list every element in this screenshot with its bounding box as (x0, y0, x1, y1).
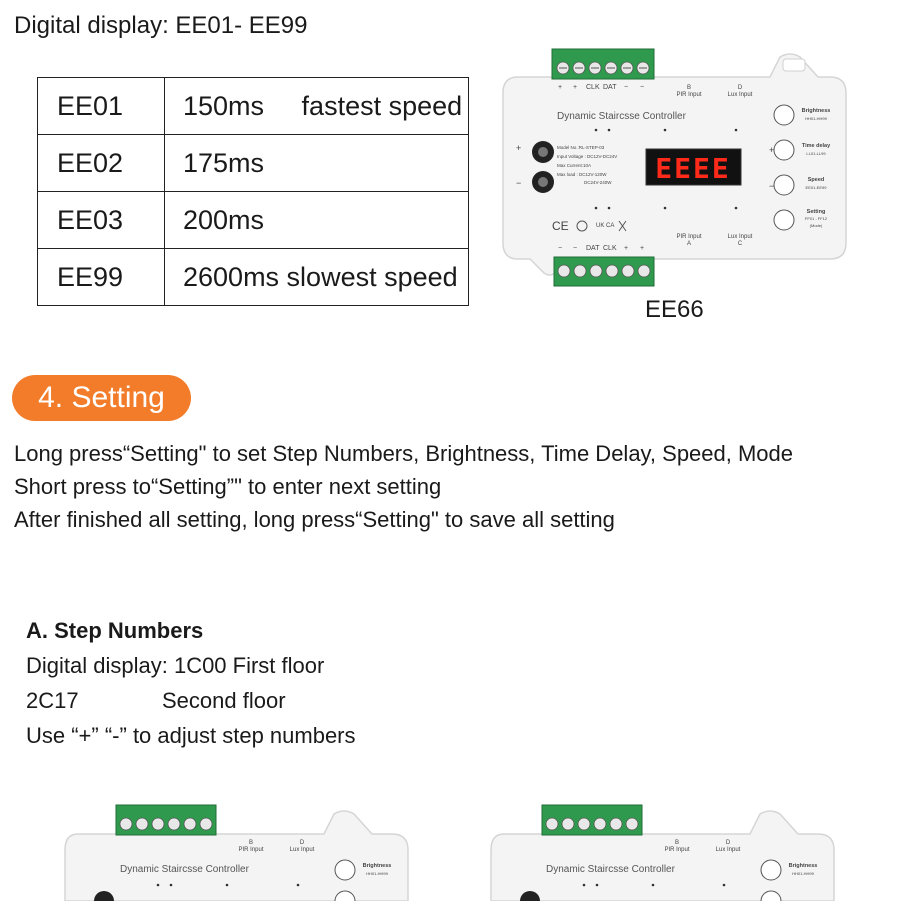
table-cell-code: EE03 (38, 192, 165, 249)
step-numbers-desc: Second floor (162, 688, 286, 713)
setting-instruction-line: After finished all setting, long press“Setting" to save all setting (14, 507, 615, 532)
time-delay-range: LL01-LL99 (806, 151, 826, 156)
spec-current: Max Current:10A (557, 163, 592, 168)
setting-label: Setting (806, 209, 826, 215)
device-title: Dynamic Staircsse Controller (120, 864, 249, 875)
lux-input-d: Lux Input (289, 847, 315, 853)
terminal-label: CLK (586, 84, 600, 91)
pir-a-letter: A (686, 241, 692, 247)
spec-voltage: Input Voltage : DC12V-DC24V (557, 154, 618, 159)
setting-range: FF01 - FF12 (804, 216, 828, 221)
terminal-label: CLK (603, 245, 617, 252)
minus-sign: − (516, 178, 522, 188)
pir-input-b: PIR Input (676, 92, 702, 98)
table-cell-desc: 2600ms slowest speed (165, 249, 469, 306)
lux-input-d: Lux Input (727, 92, 753, 98)
controller-device-image (500, 45, 860, 290)
table-cell-desc-text: 150ms fastest speed (183, 90, 463, 121)
table-cell-code: EE99 (38, 249, 165, 306)
controller-device-image-right (488, 802, 838, 901)
table-row (38, 192, 469, 249)
step-numbers-line: Digital display: 1C00 First floor (26, 653, 325, 678)
device-caption: EE66 (645, 296, 704, 323)
step-numbers-line: Use “+” “-” to adjust step numbers (26, 723, 356, 748)
table-row (38, 78, 469, 135)
lux-d-letter: D (299, 840, 305, 846)
terminal-label: + (640, 245, 645, 252)
setting-instruction-line: Long press“Setting" to set Step Numbers, Brightness, Time Delay, Speed, Mode (14, 441, 794, 466)
brightness-range: HH01-HH99 (366, 871, 388, 876)
controller-device-image-left (62, 802, 412, 901)
setting-instruction-line: Short press to“Setting”" to enter next setting (14, 474, 442, 499)
pir-b-letter: B (248, 840, 254, 846)
table-cell-code: EE02 (38, 135, 165, 192)
brightness-range: HH01-HH99 (805, 116, 827, 121)
time-delay-label: Time delay (801, 143, 831, 149)
speed-range: EE01-EE99 (805, 185, 827, 190)
brightness-label: Brightness (362, 863, 392, 869)
brightness-range: HH01-HH99 (792, 871, 814, 876)
table-row (38, 135, 469, 192)
brightness-label: Brightness (788, 863, 818, 869)
button-minus-sign: − (769, 181, 775, 191)
pir-input-a: PIR Input (676, 234, 702, 240)
step-numbers-code: 2C17 (26, 688, 79, 713)
terminal-label: + (558, 84, 563, 91)
spec-model: Model No.:RL-STEP-03 (557, 145, 605, 150)
terminal-label: + (624, 245, 629, 252)
table-cell-desc (165, 78, 469, 135)
terminal-label: DAT (603, 84, 617, 91)
lux-c-letter: C (737, 241, 743, 247)
brightness-label: Brightness (801, 108, 831, 114)
led-display: EEEE (655, 152, 731, 185)
terminal-label: − (640, 84, 645, 91)
lux-d-letter: D (737, 85, 743, 91)
spec-load2: DC24V-240W (584, 180, 612, 185)
speed-label: Speed (807, 177, 825, 183)
device-title: Dynamic Staircsse Controller (557, 111, 686, 122)
section-badge: 4. Setting (12, 375, 191, 421)
step-numbers-heading: A. Step Numbers (26, 618, 204, 643)
device-title: Dynamic Staircsse Controller (546, 864, 675, 875)
terminal-label: + (573, 84, 578, 91)
ukca-mark: UK CA (596, 223, 615, 229)
pir-b-letter: B (686, 85, 692, 91)
speed-table (37, 77, 469, 306)
plus-sign: + (516, 143, 522, 153)
table-row (38, 249, 469, 306)
table-cell-desc: 200ms (165, 192, 469, 249)
pir-b-letter: B (674, 840, 680, 846)
terminal-label: − (624, 84, 629, 91)
setting-mode: (Mode) (809, 223, 823, 228)
button-plus-sign: + (769, 145, 775, 155)
lux-d-letter: D (725, 840, 731, 846)
pir-input-b: PIR Input (664, 847, 690, 853)
table-cell-desc: 175ms (165, 135, 469, 192)
digital-display-heading: Digital display: EE01- EE99 (14, 12, 308, 39)
pir-input-b: PIR Input (238, 847, 264, 853)
terminal-label: − (558, 245, 563, 252)
table-cell-code: EE01 (38, 78, 165, 135)
terminal-label: DAT (586, 245, 600, 252)
lux-input-c: Lux Input (727, 234, 753, 240)
terminal-label: − (573, 245, 578, 252)
spec-load1: Max load : DC12V-120W (557, 172, 607, 177)
lux-input-d: Lux Input (715, 847, 741, 853)
ce-mark: CE (552, 219, 569, 233)
